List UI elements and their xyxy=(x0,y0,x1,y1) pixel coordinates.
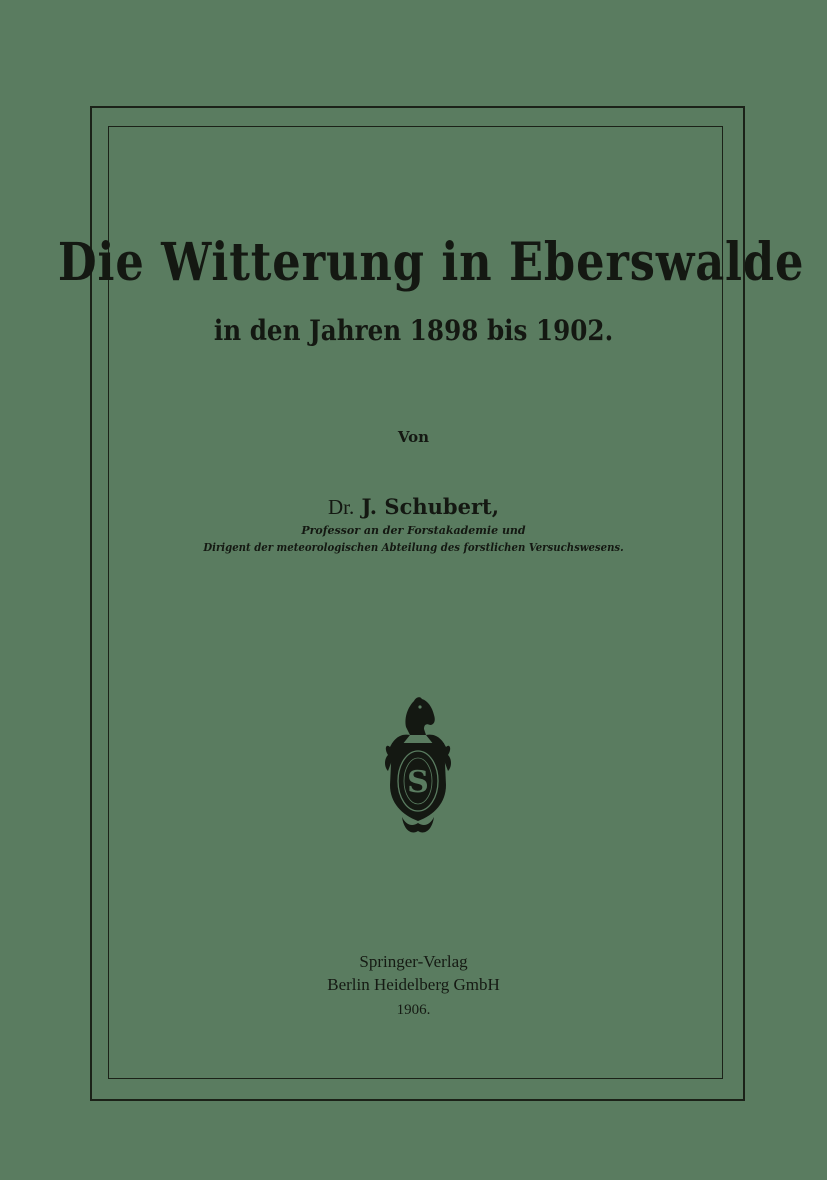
author-affiliation-line-2: Dirigent der meteorologischen Abteilung des forstlichen Versuchswesens. xyxy=(203,541,624,554)
by-label: Von xyxy=(397,428,430,446)
svg-text:S: S xyxy=(407,765,429,800)
author-name: J. Schubert, xyxy=(361,494,500,519)
publisher-place: Berlin Heidelberg GmbH xyxy=(327,975,500,994)
book-subtitle: in den Jahren 1898 bis 1902. xyxy=(213,314,614,347)
book-title: Die Witterung in Eberswalde xyxy=(57,232,805,293)
author-line xyxy=(0,494,827,520)
author-affiliation-line-1: Professor an der Forstakademie und xyxy=(301,524,526,537)
springer-horse-crest-icon xyxy=(376,695,460,837)
author-prefix: Dr. xyxy=(327,495,355,519)
publication-year: 1906. xyxy=(396,1002,431,1018)
publisher-name: Springer-Verlag xyxy=(359,952,468,971)
